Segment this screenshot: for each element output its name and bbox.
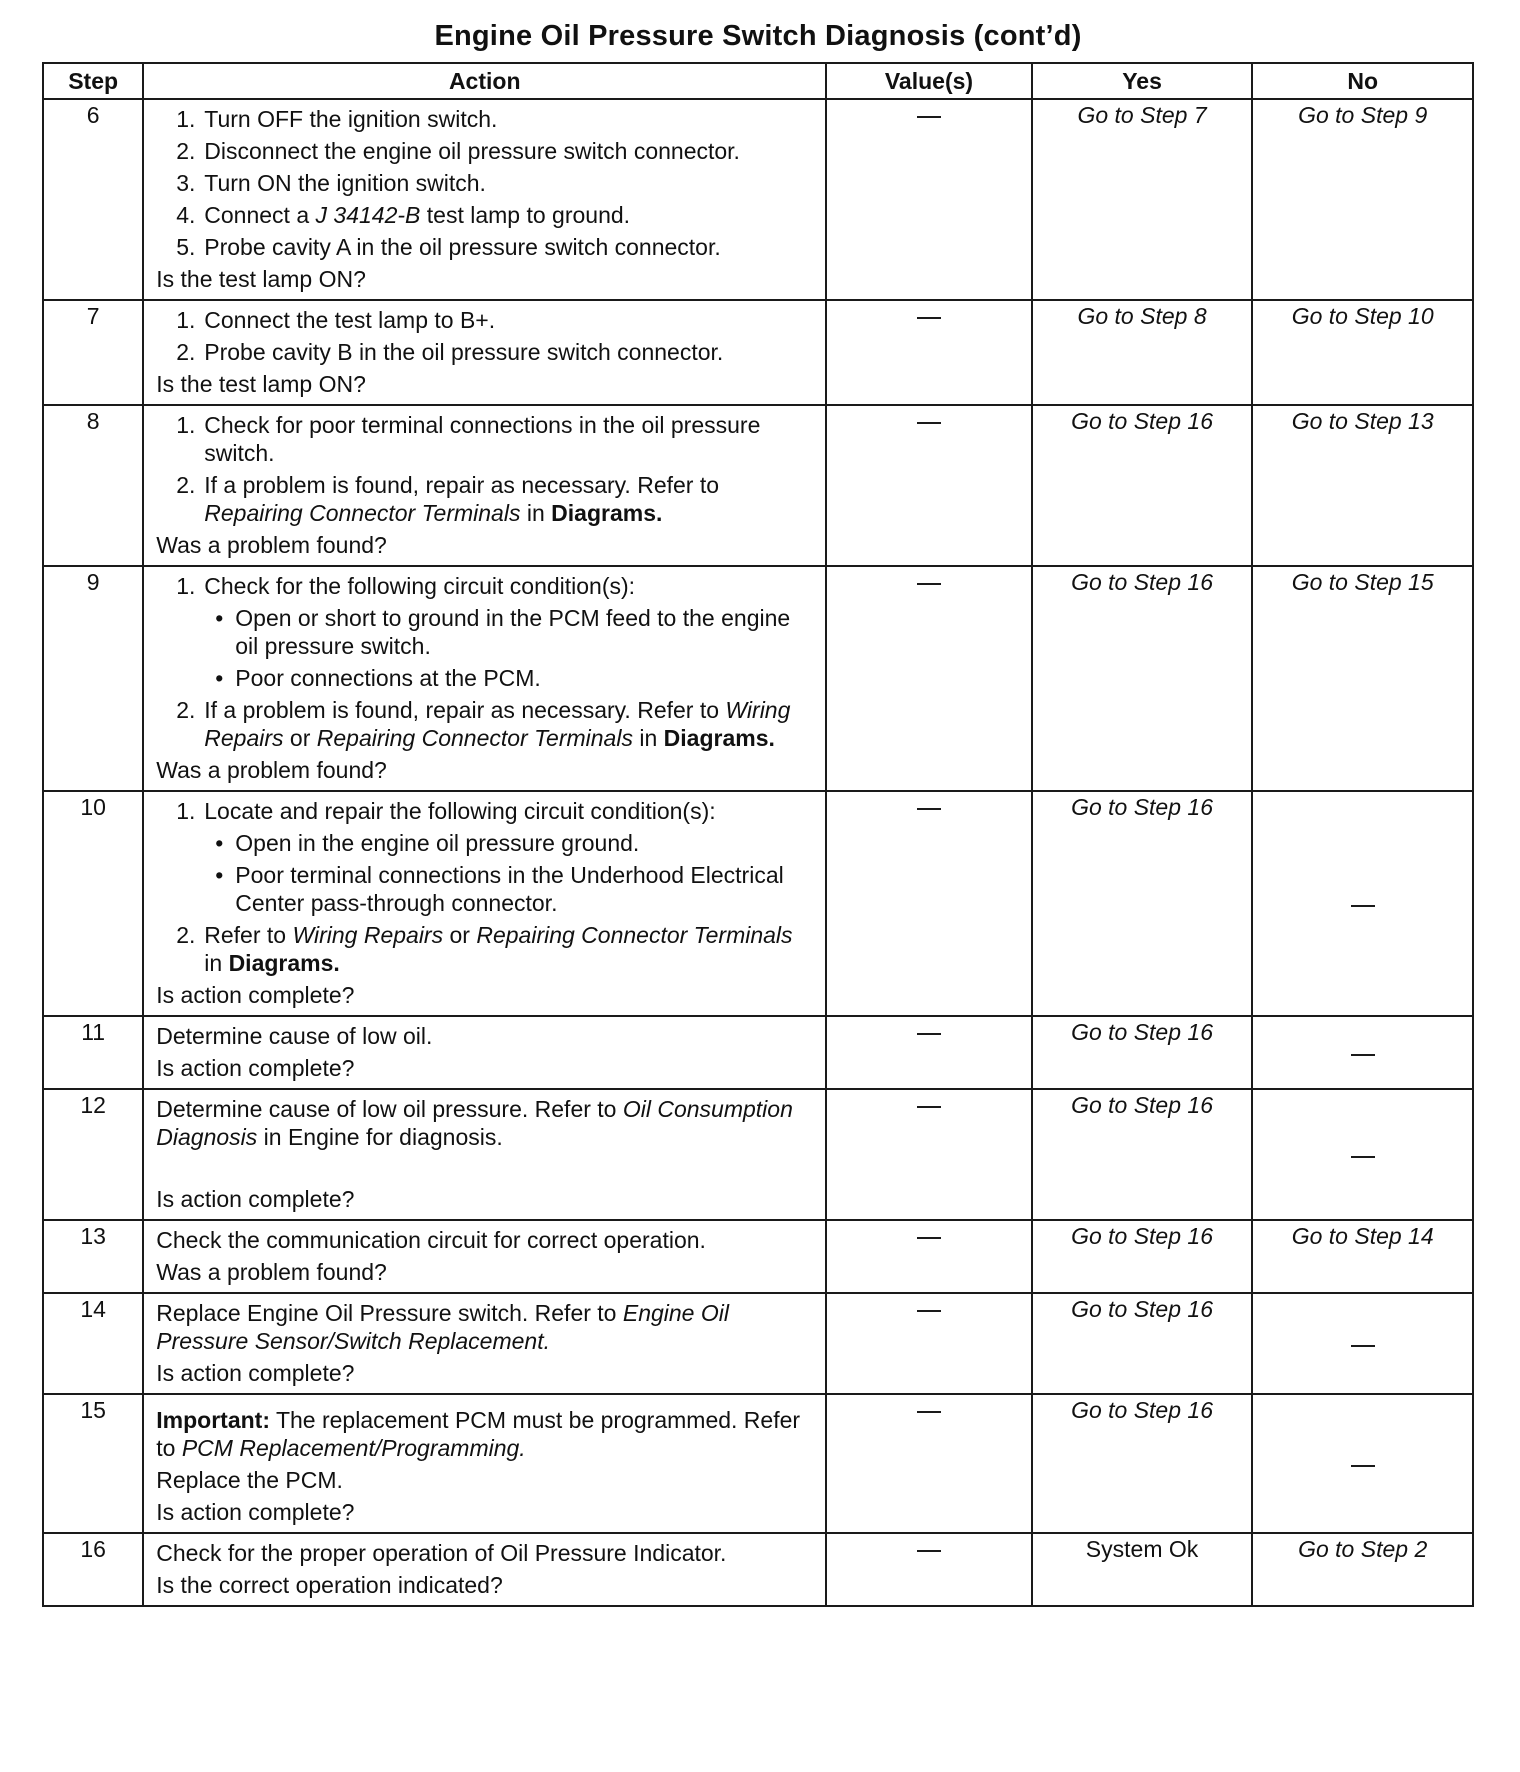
- action-item: 1. Connect the test lamp to B+.: [176, 307, 496, 333]
- value-cell: [826, 99, 1032, 300]
- action-item: 1. Check for poor terminal connections in the oil pressure switch.: [176, 412, 761, 466]
- no-cell: Go to Step 13: [1252, 405, 1473, 566]
- dash-mark: [1351, 1054, 1375, 1056]
- dash-mark: [917, 317, 941, 319]
- action-item: 2. Refer to Wiring Repairs or Repairing Connector Terminals in Diagrams.: [176, 922, 793, 976]
- action-cell: [143, 1394, 826, 1533]
- header-no: No: [1252, 63, 1473, 99]
- dash-mark: [1351, 1345, 1375, 1347]
- value-cell: [826, 791, 1032, 1016]
- table-row: [43, 1394, 1473, 1533]
- yes-cell: Go to Step 16: [1032, 566, 1253, 791]
- step-number: 16: [43, 1533, 143, 1606]
- yes-cell: Go to Step 8: [1032, 300, 1253, 405]
- yes-cell: Go to Step 16: [1032, 405, 1253, 566]
- yes-cell: Go to Step 16: [1032, 1220, 1253, 1293]
- action-item: 2. If a problem is found, repair as necessary. Refer to Repairing Connector Terminals in Diagrams.: [176, 472, 720, 526]
- question: Was a problem found?: [156, 532, 387, 558]
- yes-cell: Go to Step 16: [1032, 791, 1253, 1016]
- action-text: Check for the proper operation of Oil Pressure Indicator.: [156, 1540, 727, 1566]
- dash-mark: [917, 116, 941, 118]
- yes-cell: Go to Step 16: [1032, 1016, 1253, 1089]
- table-row: [43, 1293, 1473, 1394]
- dash-mark: [917, 1237, 941, 1239]
- no-cell: [1252, 1016, 1473, 1089]
- dash-mark: [917, 583, 941, 585]
- no-cell: Go to Step 9: [1252, 99, 1473, 300]
- dash-mark: [1351, 1156, 1375, 1158]
- table-row: [43, 791, 1473, 1016]
- question: Was a problem found?: [156, 757, 387, 783]
- action-cell: [143, 791, 826, 1016]
- action-text: Check the communication circuit for correct operation.: [156, 1227, 706, 1253]
- action-cell: [143, 566, 826, 791]
- value-cell: [826, 1394, 1032, 1533]
- action-cell: [143, 99, 826, 300]
- question: Is action complete?: [156, 1360, 355, 1386]
- table-row: [43, 1220, 1473, 1293]
- action-item: 4. Connect a J 34142-B test lamp to ground.: [176, 202, 631, 228]
- bullet-item: • Poor connections at the PCM.: [209, 664, 815, 692]
- header-yes: Yes: [1032, 63, 1253, 99]
- header-step: Step: [43, 63, 143, 99]
- table-row: [43, 1533, 1473, 1606]
- dash-mark: [917, 808, 941, 810]
- step-number: 14: [43, 1293, 143, 1394]
- header-action: Action: [143, 63, 826, 99]
- action-cell: [143, 405, 826, 566]
- step-number: 6: [43, 99, 143, 300]
- no-cell: [1252, 791, 1473, 1016]
- dash-mark: [917, 1411, 941, 1413]
- diagnosis-table: [42, 62, 1474, 1607]
- action-text: Replace Engine Oil Pressure switch. Refer to Engine Oil Pressure Sensor/Switch Replacement.: [156, 1300, 729, 1354]
- yes-cell: Go to Step 16: [1032, 1394, 1253, 1533]
- no-cell: [1252, 1089, 1473, 1220]
- no-cell: [1252, 1293, 1473, 1394]
- action-text: Replace the PCM.: [156, 1467, 343, 1493]
- table-row: [43, 1089, 1473, 1220]
- step-number: 10: [43, 791, 143, 1016]
- question: Is action complete?: [156, 1499, 355, 1525]
- no-cell: Go to Step 14: [1252, 1220, 1473, 1293]
- action-item: 1. Turn OFF the ignition switch.: [176, 106, 498, 132]
- dash-mark: [917, 422, 941, 424]
- dash-mark: [917, 1550, 941, 1552]
- value-cell: [826, 300, 1032, 405]
- value-cell: [826, 1533, 1032, 1606]
- yes-cell: Go to Step 16: [1032, 1089, 1253, 1220]
- action-cell: [143, 1016, 826, 1089]
- step-number: 12: [43, 1089, 143, 1220]
- no-cell: Go to Step 2: [1252, 1533, 1473, 1606]
- yes-cell: Go to Step 7: [1032, 99, 1253, 300]
- header-row: [43, 63, 1473, 99]
- step-number: 7: [43, 300, 143, 405]
- yes-cell: System Ok: [1032, 1533, 1253, 1606]
- action-cell: [143, 300, 826, 405]
- action-text: Determine cause of low oil.: [156, 1023, 433, 1049]
- no-cell: Go to Step 15: [1252, 566, 1473, 791]
- step-number: 9: [43, 566, 143, 791]
- table-row: [43, 99, 1473, 300]
- question: Is action complete?: [156, 982, 355, 1008]
- question: Is action complete?: [156, 1186, 355, 1212]
- action-item: 2. Probe cavity B in the oil pressure switch connector.: [176, 339, 724, 365]
- value-cell: [826, 1220, 1032, 1293]
- important-note: Important: The replacement PCM must be programmed. Refer to PCM Replacement/Programming.: [156, 1407, 801, 1461]
- action-cell: [143, 1089, 826, 1220]
- table-row: [43, 300, 1473, 405]
- action-item: 2. If a problem is found, repair as necessary. Refer to Wiring Repairs or Repairing Connector Terminals in Diagrams.: [176, 697, 791, 751]
- header-values: Value(s): [826, 63, 1032, 99]
- bullet-item: • Open or short to ground in the PCM feed to the engine oil pressure switch.: [209, 604, 815, 660]
- table-row: [43, 405, 1473, 566]
- dash-mark: [1351, 905, 1375, 907]
- question: Is the correct operation indicated?: [156, 1572, 503, 1598]
- action-item: 5. Probe cavity A in the oil pressure switch connector.: [176, 234, 721, 260]
- dash-mark: [1351, 1465, 1375, 1467]
- step-number: 8: [43, 405, 143, 566]
- action-item: 1. Locate and repair the following circuit condition(s): • Open in the engine oil pressure ground. • Poor terminal connections in the Underhood Electrical Center pass-through connector.: [176, 797, 815, 917]
- dash-mark: [917, 1033, 941, 1035]
- step-number: 15: [43, 1394, 143, 1533]
- action-item: 2. Disconnect the engine oil pressure switch connector.: [176, 138, 740, 164]
- value-cell: [826, 1089, 1032, 1220]
- table-row: [43, 1016, 1473, 1089]
- no-cell: Go to Step 10: [1252, 300, 1473, 405]
- no-cell: [1252, 1394, 1473, 1533]
- dash-mark: [917, 1310, 941, 1312]
- question: Is the test lamp ON?: [156, 266, 366, 292]
- value-cell: [826, 1293, 1032, 1394]
- dash-mark: [917, 1106, 941, 1108]
- bullet-item: • Open in the engine oil pressure ground.: [209, 829, 815, 857]
- step-number: 13: [43, 1220, 143, 1293]
- question: Is the test lamp ON?: [156, 371, 366, 397]
- question: Was a problem found?: [156, 1259, 387, 1285]
- action-item: 3. Turn ON the ignition switch.: [176, 170, 486, 196]
- value-cell: [826, 566, 1032, 791]
- action-item: 1. Check for the following circuit condition(s): • Open or short to ground in the PCM feed to the engine oil pressure switch. • Poor connections at the PCM.: [176, 572, 815, 692]
- step-number: 11: [43, 1016, 143, 1089]
- value-cell: [826, 405, 1032, 566]
- bullet-item: • Poor terminal connections in the Underhood Electrical Center pass-through connector.: [209, 861, 815, 917]
- action-cell: [143, 1533, 826, 1606]
- value-cell: [826, 1016, 1032, 1089]
- table-row: [43, 566, 1473, 791]
- question: Is action complete?: [156, 1055, 355, 1081]
- action-cell: [143, 1220, 826, 1293]
- yes-cell: Go to Step 16: [1032, 1293, 1253, 1394]
- action-cell: [143, 1293, 826, 1394]
- page-title: Engine Oil Pressure Switch Diagnosis (cont’d): [434, 20, 1082, 52]
- action-text: Determine cause of low oil pressure. Refer to Oil Consumption Diagnosis in Engine for diagnosis.: [156, 1096, 793, 1150]
